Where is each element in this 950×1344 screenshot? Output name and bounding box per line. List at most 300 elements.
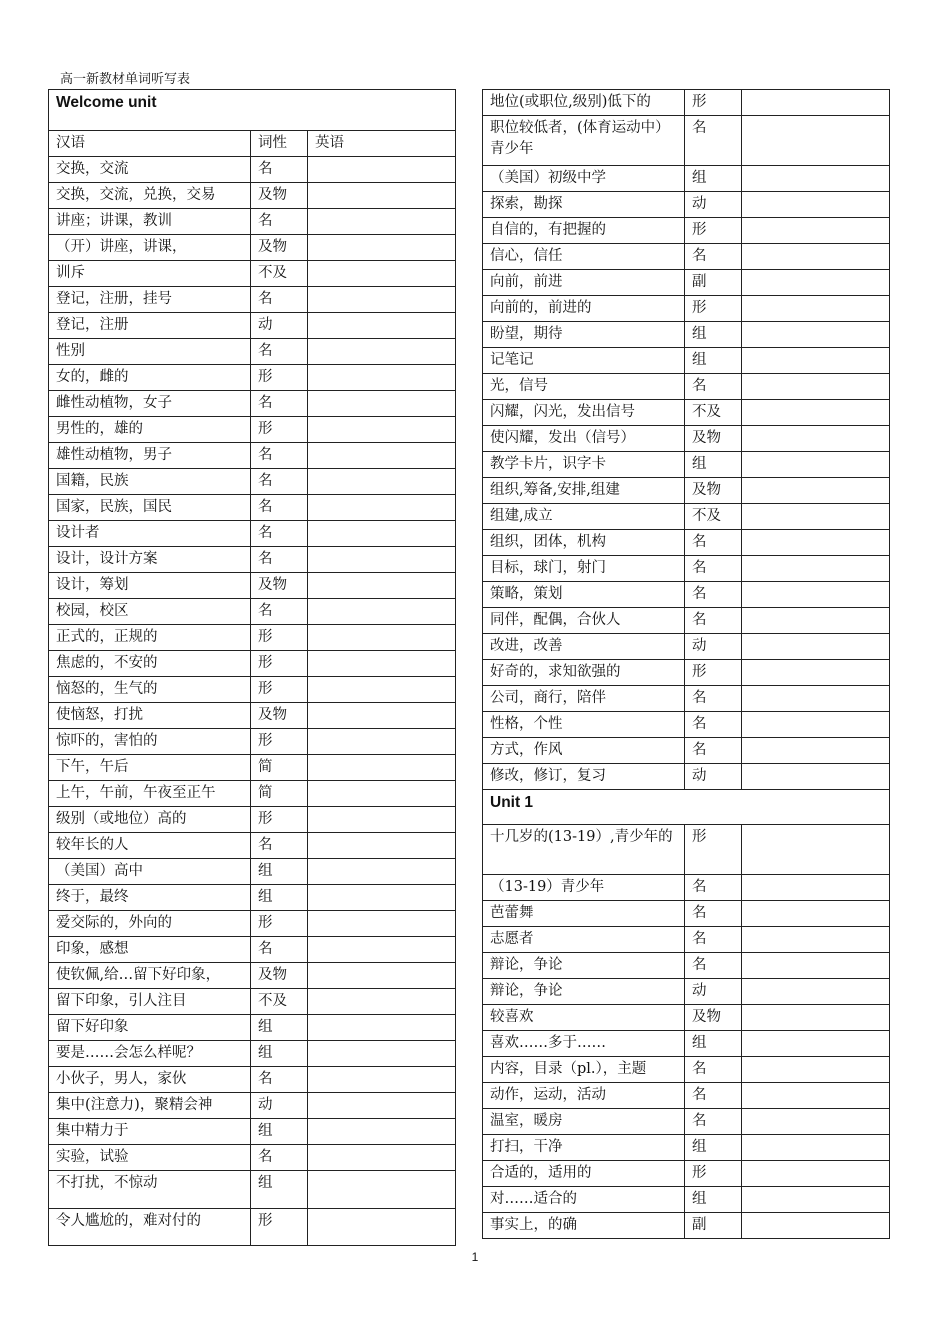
part-of-speech-cell: 名 bbox=[685, 374, 742, 400]
part-of-speech-cell: 名 bbox=[251, 833, 308, 859]
part-of-speech-cell: 形 bbox=[251, 911, 308, 937]
english-answer-cell[interactable] bbox=[308, 183, 456, 209]
chinese-meaning-cell: 要是……会怎么样呢？ bbox=[49, 1041, 251, 1067]
table-row bbox=[49, 339, 456, 365]
part-of-speech-cell: 组 bbox=[685, 1135, 742, 1161]
english-answer-cell[interactable] bbox=[742, 634, 890, 660]
table-row bbox=[49, 183, 456, 209]
table-row bbox=[483, 738, 890, 764]
part-of-speech-cell: 及物 bbox=[685, 478, 742, 504]
part-of-speech-cell: 名 bbox=[685, 244, 742, 270]
table-row bbox=[483, 116, 890, 166]
chinese-meaning-cell: 芭蕾舞 bbox=[483, 901, 685, 927]
english-answer-cell[interactable] bbox=[742, 530, 890, 556]
table-row bbox=[49, 157, 456, 183]
part-of-speech-cell: 动 bbox=[251, 1093, 308, 1119]
english-answer-cell[interactable] bbox=[742, 608, 890, 634]
chinese-meaning-cell: 恼怒的，生气的 bbox=[49, 677, 251, 703]
english-answer-cell[interactable] bbox=[308, 157, 456, 183]
part-of-speech-cell: 不及 bbox=[251, 989, 308, 1015]
table-row bbox=[49, 729, 456, 755]
table-row bbox=[483, 90, 890, 116]
english-answer-cell[interactable] bbox=[742, 426, 890, 452]
part-of-speech-cell: 名 bbox=[685, 712, 742, 738]
part-of-speech-cell: 名 bbox=[251, 495, 308, 521]
table-row bbox=[49, 599, 456, 625]
chinese-meaning-cell: 登记，注册，挂号 bbox=[49, 287, 251, 313]
chinese-meaning-cell: 策略，策划 bbox=[483, 582, 685, 608]
table-row bbox=[49, 989, 456, 1015]
chinese-meaning-cell: （13-19）青少年 bbox=[483, 875, 685, 901]
part-of-speech-cell: 名 bbox=[685, 686, 742, 712]
header-pos: 词性 bbox=[251, 131, 308, 157]
table-row bbox=[483, 927, 890, 953]
part-of-speech-cell: 形 bbox=[251, 677, 308, 703]
english-answer-cell[interactable] bbox=[742, 1031, 890, 1057]
table-row bbox=[49, 1145, 456, 1171]
chinese-meaning-cell: 令人尴尬的，难对付的 bbox=[49, 1209, 251, 1246]
part-of-speech-cell: 名 bbox=[685, 1083, 742, 1109]
part-of-speech-cell: 名 bbox=[251, 547, 308, 573]
chinese-meaning-cell: 较喜欢 bbox=[483, 1005, 685, 1031]
table-row bbox=[483, 166, 890, 192]
chinese-meaning-cell: 好奇的，求知欲强的 bbox=[483, 660, 685, 686]
chinese-meaning-cell: 职位较低者，(体育运动中）青少年 bbox=[483, 116, 685, 166]
table-row bbox=[483, 322, 890, 348]
english-answer-cell[interactable] bbox=[308, 989, 456, 1015]
english-answer-cell[interactable] bbox=[308, 287, 456, 313]
part-of-speech-cell: 动 bbox=[685, 192, 742, 218]
chinese-meaning-cell: 正式的，正规的 bbox=[49, 625, 251, 651]
part-of-speech-cell: 动 bbox=[685, 764, 742, 790]
chinese-meaning-cell: 辩论，争论 bbox=[483, 979, 685, 1005]
english-answer-cell[interactable] bbox=[308, 261, 456, 287]
chinese-meaning-cell: 组织,筹备,安排,组建 bbox=[483, 478, 685, 504]
english-answer-cell[interactable] bbox=[742, 452, 890, 478]
part-of-speech-cell: 组 bbox=[685, 1031, 742, 1057]
table-row bbox=[49, 391, 456, 417]
part-of-speech-cell: 简 bbox=[251, 755, 308, 781]
english-answer-cell[interactable] bbox=[308, 1145, 456, 1171]
chinese-meaning-cell: 自信的，有把握的 bbox=[483, 218, 685, 244]
chinese-meaning-cell: 喜欢……多于…… bbox=[483, 1031, 685, 1057]
english-answer-cell[interactable] bbox=[308, 495, 456, 521]
english-answer-cell[interactable] bbox=[308, 209, 456, 235]
english-answer-cell[interactable] bbox=[742, 192, 890, 218]
part-of-speech-cell: 名 bbox=[251, 287, 308, 313]
part-of-speech-cell: 组 bbox=[685, 1187, 742, 1213]
english-answer-cell[interactable] bbox=[308, 391, 456, 417]
part-of-speech-cell: 组 bbox=[685, 348, 742, 374]
english-answer-cell[interactable] bbox=[308, 1015, 456, 1041]
table-row bbox=[49, 755, 456, 781]
chinese-meaning-cell: 设计，筹划 bbox=[49, 573, 251, 599]
english-answer-cell[interactable] bbox=[308, 911, 456, 937]
table-row bbox=[49, 1067, 456, 1093]
chinese-meaning-cell: 志愿者 bbox=[483, 927, 685, 953]
english-answer-cell[interactable] bbox=[742, 348, 890, 374]
chinese-meaning-cell: 盼望，期待 bbox=[483, 322, 685, 348]
part-of-speech-cell: 名 bbox=[251, 391, 308, 417]
english-answer-cell[interactable] bbox=[308, 755, 456, 781]
table-row bbox=[49, 781, 456, 807]
part-of-speech-cell: 名 bbox=[685, 953, 742, 979]
english-answer-cell[interactable] bbox=[742, 270, 890, 296]
english-answer-cell[interactable] bbox=[308, 599, 456, 625]
chinese-meaning-cell: 雄性动植物，男子 bbox=[49, 443, 251, 469]
table-row bbox=[483, 478, 890, 504]
english-answer-cell[interactable] bbox=[308, 235, 456, 261]
table-row bbox=[49, 547, 456, 573]
chinese-meaning-cell: 实验，试验 bbox=[49, 1145, 251, 1171]
table-row bbox=[49, 261, 456, 287]
part-of-speech-cell: 名 bbox=[685, 530, 742, 556]
part-of-speech-cell: 动 bbox=[685, 979, 742, 1005]
english-answer-cell[interactable] bbox=[308, 859, 456, 885]
chinese-meaning-cell: 辩论，争论 bbox=[483, 953, 685, 979]
chinese-meaning-cell: 终于，最终 bbox=[49, 885, 251, 911]
chinese-meaning-cell: 教学卡片，识字卡 bbox=[483, 452, 685, 478]
english-answer-cell[interactable] bbox=[308, 937, 456, 963]
chinese-meaning-cell: 校园，校区 bbox=[49, 599, 251, 625]
english-answer-cell[interactable] bbox=[308, 443, 456, 469]
table-row bbox=[49, 443, 456, 469]
part-of-speech-cell: 名 bbox=[685, 116, 742, 166]
english-answer-cell[interactable] bbox=[308, 1041, 456, 1067]
chinese-meaning-cell: 惊吓的，害怕的 bbox=[49, 729, 251, 755]
table-row bbox=[483, 1005, 890, 1031]
part-of-speech-cell: 名 bbox=[685, 875, 742, 901]
english-answer-cell[interactable] bbox=[742, 1005, 890, 1031]
table-row bbox=[483, 244, 890, 270]
part-of-speech-cell: 组 bbox=[685, 452, 742, 478]
part-of-speech-cell: 名 bbox=[251, 1067, 308, 1093]
english-answer-cell[interactable] bbox=[742, 1109, 890, 1135]
english-answer-cell[interactable] bbox=[742, 764, 890, 790]
chinese-meaning-cell: 讲座；讲课，教训 bbox=[49, 209, 251, 235]
table-row bbox=[49, 469, 456, 495]
english-answer-cell[interactable] bbox=[742, 400, 890, 426]
part-of-speech-cell: 形 bbox=[685, 660, 742, 686]
table-row bbox=[49, 911, 456, 937]
english-answer-cell[interactable] bbox=[742, 166, 890, 192]
table-row bbox=[483, 426, 890, 452]
table-row bbox=[483, 400, 890, 426]
chinese-meaning-cell: 女的，雌的 bbox=[49, 365, 251, 391]
chinese-meaning-cell: 印象，感想 bbox=[49, 937, 251, 963]
table-row bbox=[483, 875, 890, 901]
part-of-speech-cell: 组 bbox=[251, 1041, 308, 1067]
english-answer-cell[interactable] bbox=[308, 1067, 456, 1093]
table-row bbox=[49, 807, 456, 833]
english-answer-cell[interactable] bbox=[742, 875, 890, 901]
chinese-meaning-cell: 信心，信任 bbox=[483, 244, 685, 270]
table-row bbox=[483, 348, 890, 374]
table-row bbox=[49, 625, 456, 651]
english-answer-cell[interactable] bbox=[742, 927, 890, 953]
english-answer-cell[interactable] bbox=[742, 738, 890, 764]
table-row bbox=[49, 495, 456, 521]
table-row bbox=[483, 1135, 890, 1161]
part-of-speech-cell: 组 bbox=[251, 1119, 308, 1145]
vocab-table-left bbox=[48, 89, 456, 1246]
chinese-meaning-cell: 集中精力于 bbox=[49, 1119, 251, 1145]
table-row bbox=[483, 374, 890, 400]
english-answer-cell[interactable] bbox=[308, 365, 456, 391]
english-answer-cell[interactable] bbox=[742, 825, 890, 875]
chinese-meaning-cell: 性别 bbox=[49, 339, 251, 365]
chinese-meaning-cell: 小伙子，男人，家伙 bbox=[49, 1067, 251, 1093]
english-answer-cell[interactable] bbox=[308, 833, 456, 859]
english-answer-cell[interactable] bbox=[308, 469, 456, 495]
english-answer-cell[interactable] bbox=[742, 712, 890, 738]
part-of-speech-cell: 名 bbox=[685, 1109, 742, 1135]
table-row bbox=[483, 1161, 890, 1187]
part-of-speech-cell: 名 bbox=[251, 443, 308, 469]
unit-title-row bbox=[483, 790, 890, 825]
table-row bbox=[49, 937, 456, 963]
part-of-speech-cell: 形 bbox=[685, 825, 742, 875]
table-row bbox=[49, 313, 456, 339]
chinese-meaning-cell: 合适的，适用的 bbox=[483, 1161, 685, 1187]
english-answer-cell[interactable] bbox=[308, 417, 456, 443]
table-row bbox=[49, 287, 456, 313]
english-answer-cell[interactable] bbox=[742, 979, 890, 1005]
table-row bbox=[483, 825, 890, 875]
english-answer-cell[interactable] bbox=[308, 547, 456, 573]
english-answer-cell[interactable] bbox=[742, 1135, 890, 1161]
table-row bbox=[49, 677, 456, 703]
english-answer-cell[interactable] bbox=[742, 901, 890, 927]
chinese-meaning-cell: 温室，暖房 bbox=[483, 1109, 685, 1135]
table-row bbox=[49, 521, 456, 547]
table-row bbox=[49, 833, 456, 859]
english-answer-cell[interactable] bbox=[308, 573, 456, 599]
table-row bbox=[483, 296, 890, 322]
chinese-meaning-cell: 组织，团体，机构 bbox=[483, 530, 685, 556]
chinese-meaning-cell: 动作，运动，活动 bbox=[483, 1083, 685, 1109]
part-of-speech-cell: 及物 bbox=[251, 183, 308, 209]
english-answer-cell[interactable] bbox=[742, 1213, 890, 1239]
table-row bbox=[49, 1119, 456, 1145]
english-answer-cell[interactable] bbox=[742, 582, 890, 608]
english-answer-cell[interactable] bbox=[308, 313, 456, 339]
chinese-meaning-cell: 上午，午前，午夜至正午 bbox=[49, 781, 251, 807]
table-row bbox=[49, 1093, 456, 1119]
english-answer-cell[interactable] bbox=[308, 1119, 456, 1145]
table-row bbox=[49, 235, 456, 261]
chinese-meaning-cell: 闪耀，闪光，发出信号 bbox=[483, 400, 685, 426]
chinese-meaning-cell: 交换，交流 bbox=[49, 157, 251, 183]
table-row bbox=[483, 660, 890, 686]
english-answer-cell[interactable] bbox=[742, 1161, 890, 1187]
chinese-meaning-cell: 事实上，的确 bbox=[483, 1213, 685, 1239]
chinese-meaning-cell: 向前的，前进的 bbox=[483, 296, 685, 322]
table-row bbox=[49, 573, 456, 599]
part-of-speech-cell: 名 bbox=[685, 738, 742, 764]
chinese-meaning-cell: 国籍，民族 bbox=[49, 469, 251, 495]
table-row bbox=[483, 953, 890, 979]
table-row bbox=[483, 979, 890, 1005]
table-row bbox=[483, 1057, 890, 1083]
english-answer-cell[interactable] bbox=[308, 1171, 456, 1209]
table-row bbox=[483, 634, 890, 660]
english-answer-cell[interactable] bbox=[308, 963, 456, 989]
part-of-speech-cell: 名 bbox=[251, 937, 308, 963]
english-answer-cell[interactable] bbox=[742, 660, 890, 686]
chinese-meaning-cell: 十几岁的(13-19）,青少年的 bbox=[483, 825, 685, 875]
table-row bbox=[49, 963, 456, 989]
chinese-meaning-cell: 训斥 bbox=[49, 261, 251, 287]
table-row bbox=[49, 417, 456, 443]
table-row bbox=[483, 192, 890, 218]
table-row bbox=[49, 1015, 456, 1041]
part-of-speech-cell: 形 bbox=[251, 807, 308, 833]
chinese-meaning-cell: 记笔记 bbox=[483, 348, 685, 374]
chinese-meaning-cell: （美国）高中 bbox=[49, 859, 251, 885]
table-row bbox=[483, 1213, 890, 1239]
table-row bbox=[483, 530, 890, 556]
table-row bbox=[49, 859, 456, 885]
part-of-speech-cell: 名 bbox=[685, 927, 742, 953]
part-of-speech-cell: 形 bbox=[251, 365, 308, 391]
table-row bbox=[483, 608, 890, 634]
chinese-meaning-cell: 使钦佩,给…留下好印象， bbox=[49, 963, 251, 989]
chinese-meaning-cell: 使恼怒，打扰 bbox=[49, 703, 251, 729]
chinese-meaning-cell: 内容，目录（pl.），主题 bbox=[483, 1057, 685, 1083]
part-of-speech-cell: 组 bbox=[685, 166, 742, 192]
table-row bbox=[483, 452, 890, 478]
part-of-speech-cell: 形 bbox=[251, 1209, 308, 1246]
english-answer-cell[interactable] bbox=[308, 339, 456, 365]
table-row bbox=[483, 504, 890, 530]
part-of-speech-cell: 形 bbox=[685, 296, 742, 322]
english-answer-cell[interactable] bbox=[308, 625, 456, 651]
english-answer-cell[interactable] bbox=[742, 1187, 890, 1213]
english-answer-cell[interactable] bbox=[742, 504, 890, 530]
english-answer-cell[interactable] bbox=[308, 1209, 456, 1246]
part-of-speech-cell: 不及 bbox=[685, 504, 742, 530]
english-answer-cell[interactable] bbox=[742, 1083, 890, 1109]
part-of-speech-cell: 及物 bbox=[251, 963, 308, 989]
part-of-speech-cell: 副 bbox=[685, 270, 742, 296]
table-row bbox=[483, 1031, 890, 1057]
chinese-meaning-cell: 目标，球门，射门 bbox=[483, 556, 685, 582]
chinese-meaning-cell: 设计者 bbox=[49, 521, 251, 547]
chinese-meaning-cell: 公司，商行，陪伴 bbox=[483, 686, 685, 712]
part-of-speech-cell: 名 bbox=[685, 901, 742, 927]
chinese-meaning-cell: 方式，作风 bbox=[483, 738, 685, 764]
table-row bbox=[483, 712, 890, 738]
english-answer-cell[interactable] bbox=[308, 807, 456, 833]
english-answer-cell[interactable] bbox=[742, 556, 890, 582]
part-of-speech-cell: 及物 bbox=[685, 1005, 742, 1031]
chinese-meaning-cell: 光，信号 bbox=[483, 374, 685, 400]
part-of-speech-cell: 名 bbox=[685, 556, 742, 582]
chinese-meaning-cell: 男性的，雄的 bbox=[49, 417, 251, 443]
table-row bbox=[49, 651, 456, 677]
english-answer-cell[interactable] bbox=[742, 374, 890, 400]
part-of-speech-cell: 组 bbox=[685, 322, 742, 348]
part-of-speech-cell: 组 bbox=[251, 1171, 308, 1209]
chinese-meaning-cell: 设计，设计方案 bbox=[49, 547, 251, 573]
unit-title: Unit 1 bbox=[483, 790, 890, 825]
english-answer-cell[interactable] bbox=[742, 1057, 890, 1083]
chinese-meaning-cell: 下午，午后 bbox=[49, 755, 251, 781]
chinese-meaning-cell: 焦虑的，不安的 bbox=[49, 651, 251, 677]
part-of-speech-cell: 形 bbox=[251, 417, 308, 443]
english-answer-cell[interactable] bbox=[742, 296, 890, 322]
part-of-speech-cell: 及物 bbox=[685, 426, 742, 452]
part-of-speech-cell: 及物 bbox=[251, 573, 308, 599]
chinese-meaning-cell: 级别（或地位）高的 bbox=[49, 807, 251, 833]
english-answer-cell[interactable] bbox=[742, 686, 890, 712]
english-answer-cell[interactable] bbox=[742, 478, 890, 504]
english-answer-cell[interactable] bbox=[308, 729, 456, 755]
part-of-speech-cell: 形 bbox=[685, 1161, 742, 1187]
header-chinese: 汉语 bbox=[49, 131, 251, 157]
part-of-speech-cell: 副 bbox=[685, 1213, 742, 1239]
english-answer-cell[interactable] bbox=[308, 1093, 456, 1119]
english-answer-cell[interactable] bbox=[308, 781, 456, 807]
english-answer-cell[interactable] bbox=[742, 322, 890, 348]
document-title: 高一新教材单词听写表 bbox=[60, 72, 191, 87]
header-english: 英语 bbox=[308, 131, 456, 157]
chinese-meaning-cell: 集中(注意力)，聚精会神 bbox=[49, 1093, 251, 1119]
part-of-speech-cell: 不及 bbox=[251, 261, 308, 287]
part-of-speech-cell: 名 bbox=[251, 599, 308, 625]
chinese-meaning-cell: 爱交际的，外向的 bbox=[49, 911, 251, 937]
chinese-meaning-cell: 改进，改善 bbox=[483, 634, 685, 660]
english-answer-cell[interactable] bbox=[308, 651, 456, 677]
chinese-meaning-cell: 较年长的人 bbox=[49, 833, 251, 859]
part-of-speech-cell: 不及 bbox=[685, 400, 742, 426]
part-of-speech-cell: 名 bbox=[251, 339, 308, 365]
english-answer-cell[interactable] bbox=[742, 116, 890, 166]
part-of-speech-cell: 动 bbox=[685, 634, 742, 660]
part-of-speech-cell: 名 bbox=[685, 582, 742, 608]
part-of-speech-cell: 组 bbox=[251, 1015, 308, 1041]
part-of-speech-cell: 名 bbox=[685, 1057, 742, 1083]
english-answer-cell[interactable] bbox=[308, 521, 456, 547]
chinese-meaning-cell: 修改，修订，复习 bbox=[483, 764, 685, 790]
part-of-speech-cell: 动 bbox=[251, 313, 308, 339]
chinese-meaning-cell: 雌性动植物，女子 bbox=[49, 391, 251, 417]
table-row bbox=[49, 1209, 456, 1246]
chinese-meaning-cell: 对……适合的 bbox=[483, 1187, 685, 1213]
part-of-speech-cell: 形 bbox=[685, 90, 742, 116]
chinese-meaning-cell: 地位(或职位,级别)低下的 bbox=[483, 90, 685, 116]
english-answer-cell[interactable] bbox=[308, 677, 456, 703]
part-of-speech-cell: 名 bbox=[251, 469, 308, 495]
english-answer-cell[interactable] bbox=[742, 218, 890, 244]
part-of-speech-cell: 名 bbox=[251, 209, 308, 235]
chinese-meaning-cell: （开）讲座，讲课， bbox=[49, 235, 251, 261]
chinese-meaning-cell: 留下印象，引人注目 bbox=[49, 989, 251, 1015]
english-answer-cell[interactable] bbox=[742, 90, 890, 116]
header-row bbox=[49, 131, 456, 157]
table-row bbox=[483, 218, 890, 244]
vocab-table-right bbox=[482, 89, 890, 1239]
english-answer-cell[interactable] bbox=[742, 244, 890, 270]
english-answer-cell[interactable] bbox=[308, 885, 456, 911]
table-row bbox=[49, 885, 456, 911]
english-answer-cell[interactable] bbox=[308, 703, 456, 729]
chinese-meaning-cell: 向前，前进 bbox=[483, 270, 685, 296]
english-answer-cell[interactable] bbox=[742, 953, 890, 979]
table-row bbox=[483, 556, 890, 582]
page-number: 1 bbox=[471, 1250, 479, 1264]
